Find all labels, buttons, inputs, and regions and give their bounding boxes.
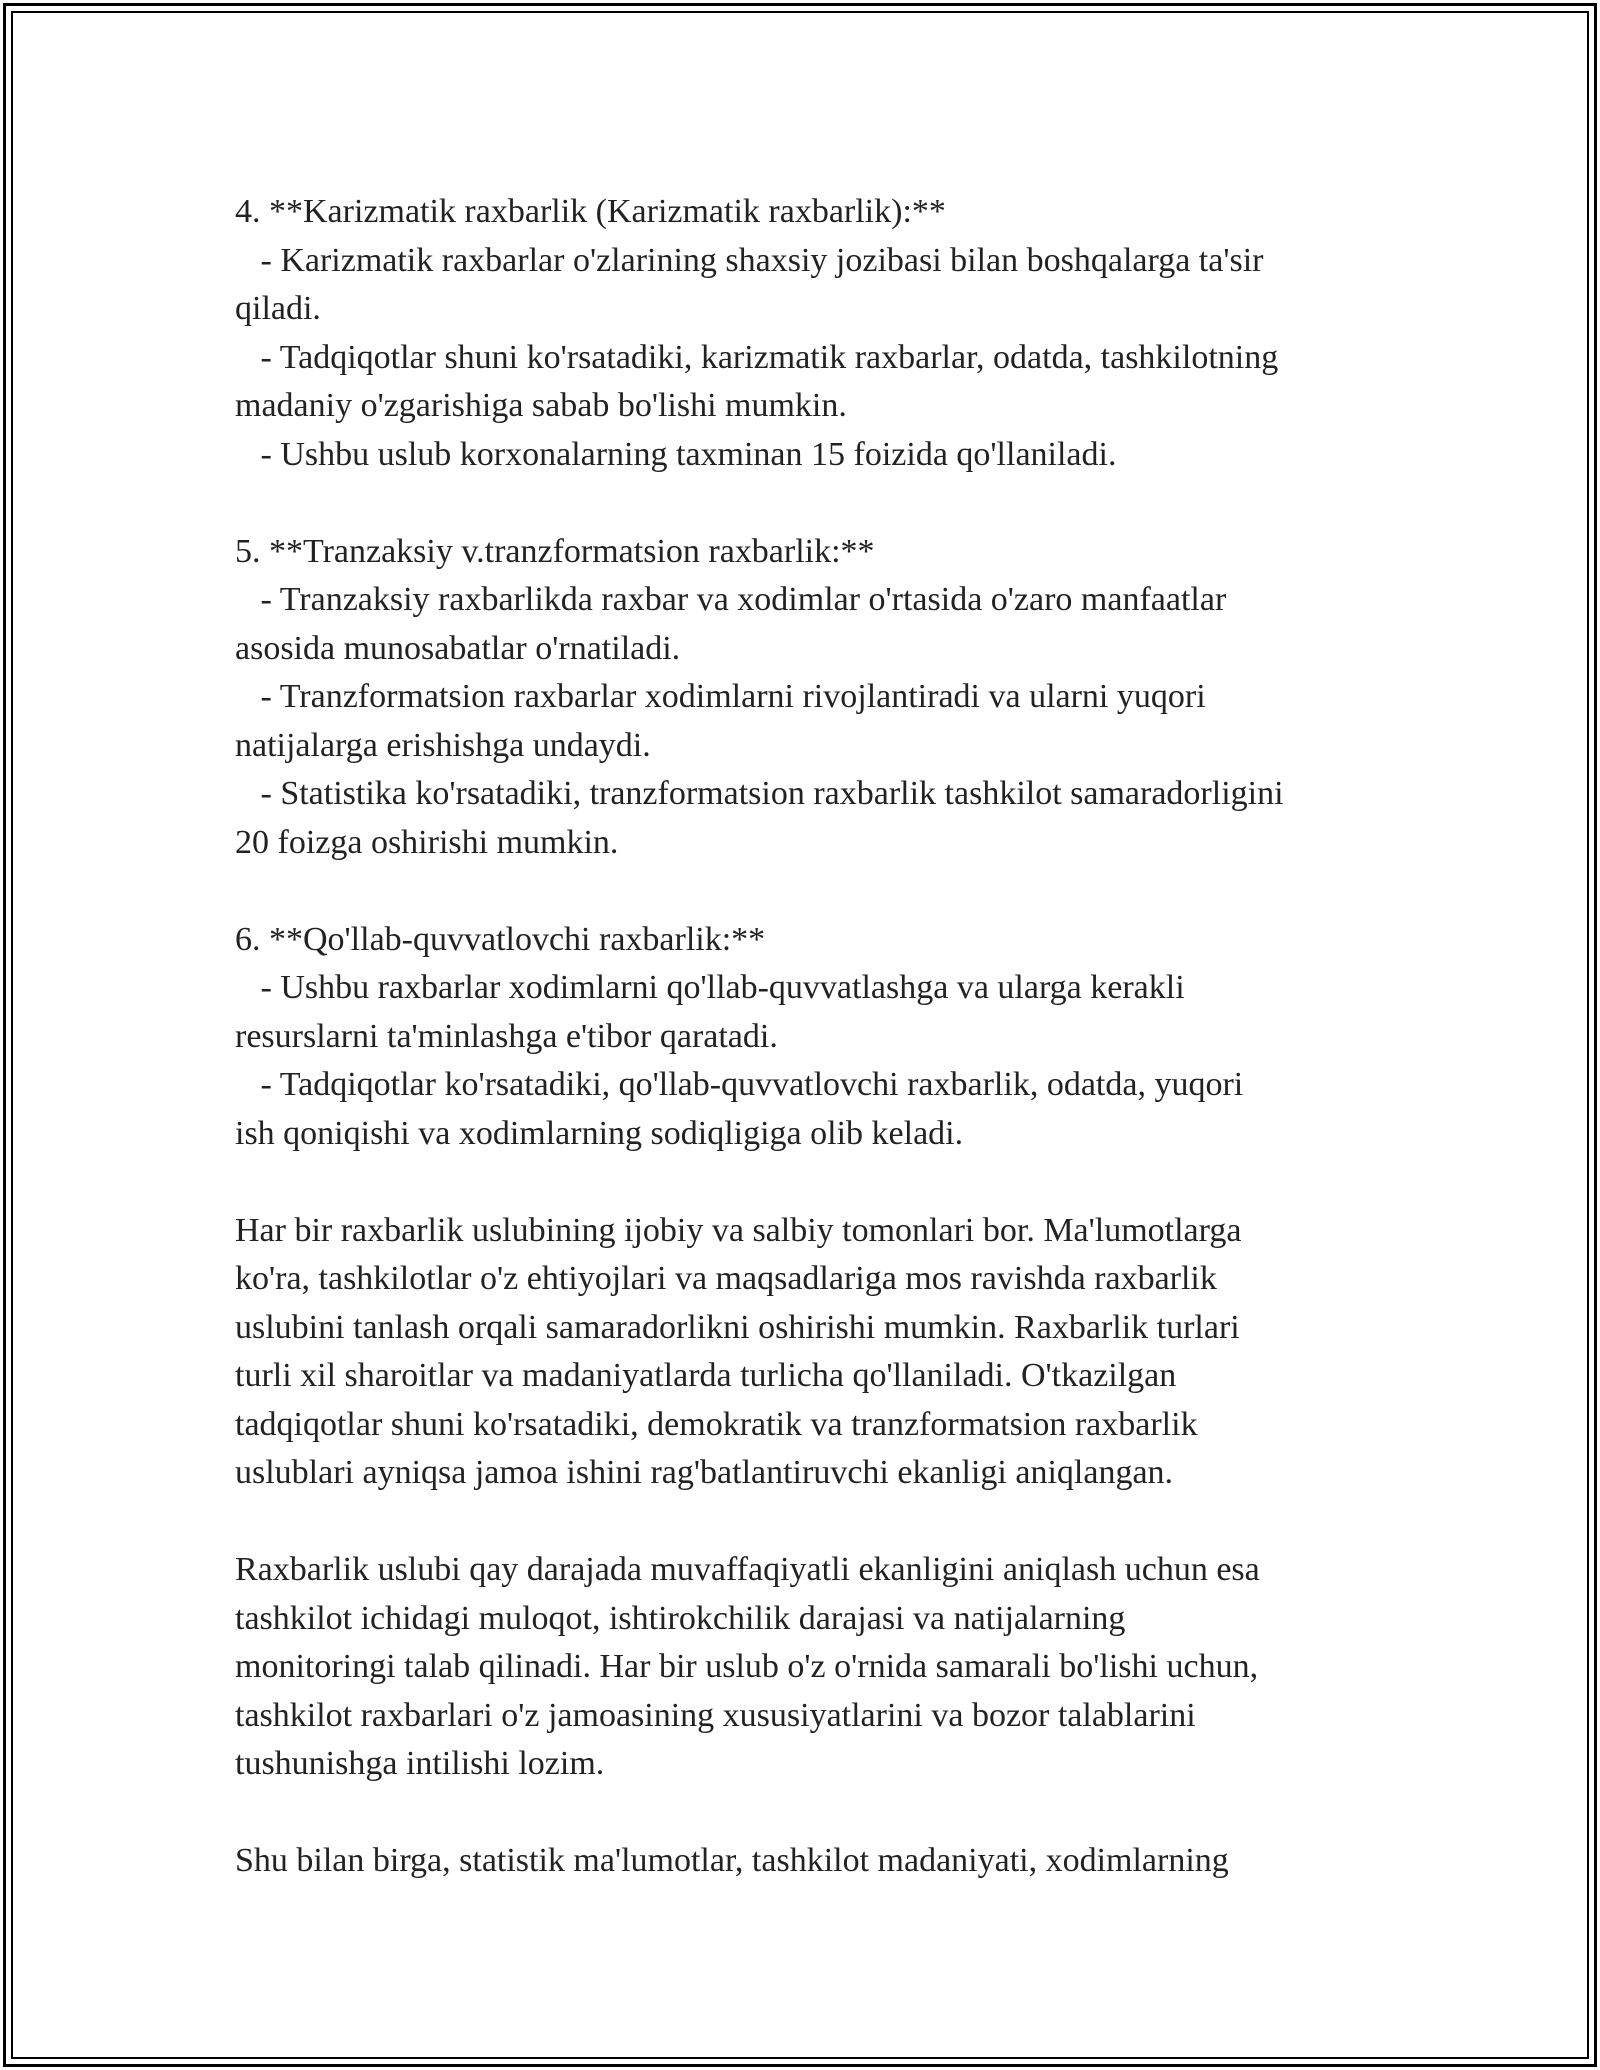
text-line: 4. **Karizmatik raxbarlik (Karizmatik raxbarlik):** <box>235 193 946 230</box>
text-line: uslublari ayniqsa jamoa ishini rag'batlantiruvchi ekanligi aniqlangan. <box>235 1454 1174 1491</box>
text-line: resurslarni ta'minlashga e'tibor qaratadi. <box>235 1017 778 1055</box>
text-line: 6. **Qo'llab-quvvatlovchi raxbarlik:** <box>235 920 766 958</box>
text-line: - Karizmatik raxbarlar o'zlarining shaxsiy jozibasi bilan boshqalarga ta'sir <box>235 241 1264 279</box>
text-line: ish qoniqishi va xodimlarning sodiqligiga olib keladi. <box>235 1114 964 1152</box>
text-line: qiladi. <box>235 290 321 327</box>
text-line: tashkilot ichidagi muloqot, ishtirokchilik darajasi va natijalarning <box>235 1599 1126 1637</box>
text-line: madaniy o'zgarishiga sabab bo'lishi mumkin. <box>235 387 847 424</box>
text-line: uslubini tanlash orqali samaradorlikni oshirishi mumkin. Raxbarlik turlari <box>235 1308 1240 1346</box>
paragraph <box>235 1207 1385 1498</box>
text-line: Shu bilan birga, statistik ma'lumotlar, tashkilot madaniyati, xodimlarning <box>235 1842 1229 1879</box>
text-line: - Statistika ko'rsatadiki, tranzformatsion raxbarlik tashkilot samaradorligini <box>235 775 1284 812</box>
paragraph <box>235 1546 1385 1789</box>
text-line: tashkilot raxbarlari o'z jamoasining xususiyatlarini va bozor talablarini <box>235 1696 1196 1734</box>
text-line: asosida munosabatlar o'rnatiladi. <box>235 629 681 667</box>
text-line: monitoringi talab qilinadi. Har bir uslub o'z o'rnida samarali bo'lishi uchun, <box>235 1648 1259 1685</box>
document-body <box>235 188 1385 1934</box>
text-line: - Ushbu uslub korxonalarning taxminan 15 foizida qo'llaniladi. <box>235 435 1117 473</box>
text-line: turli xil sharoitlar va madaniyatlarda turlicha qo'llaniladi. O'tkazilgan <box>235 1357 1177 1394</box>
text-line: tadqiqotlar shuni ko'rsatadiki, demokratik va tranzformatsion raxbarlik <box>235 1405 1198 1443</box>
list-section <box>235 916 1385 1159</box>
text-line: ko'ra, tashkilotlar o'z ehtiyojlari va maqsadlariga mos ravishda raxbarlik <box>235 1260 1217 1297</box>
text-line: Raxbarlik uslubi qay darajada muvaffaqiyatli ekanligini aniqlash uchun esa <box>235 1551 1260 1588</box>
paragraph <box>235 1837 1385 1886</box>
text-line: natijalarga erishishga undaydi. <box>235 726 651 764</box>
text-line: - Tadqiqotlar shuni ko'rsatadiki, karizmatik raxbarlar, odatda, tashkilotning <box>235 338 1279 376</box>
text-line: - Tadqiqotlar ko'rsatadiki, qo'llab-quvvatlovchi raxbarlik, odatda, yuqori <box>235 1066 1244 1103</box>
text-line: - Ushbu raxbarlar xodimlarni qo'llab-quvvatlashga va ularga kerakli <box>235 969 1185 1006</box>
list-section <box>235 188 1385 479</box>
text-line: 5. **Tranzaksiy v.tranzformatsion raxbarlik:** <box>235 532 875 570</box>
text-line: - Tranzformatsion raxbarlar xodimlarni rivojlantiradi va ularni yuqori <box>235 678 1206 715</box>
text-line: Har bir raxbarlik uslubining ijobiy va salbiy tomonlari bor. Ma'lumotlarga <box>235 1211 1242 1249</box>
list-section <box>235 528 1385 868</box>
text-line: - Tranzaksiy raxbarlikda raxbar va xodimlar o'rtasida o'zaro manfaatlar <box>235 581 1227 618</box>
text-line: tushunishga intilishi lozim. <box>235 1745 605 1782</box>
text-line: 20 foizga oshirishi mumkin. <box>235 823 619 861</box>
